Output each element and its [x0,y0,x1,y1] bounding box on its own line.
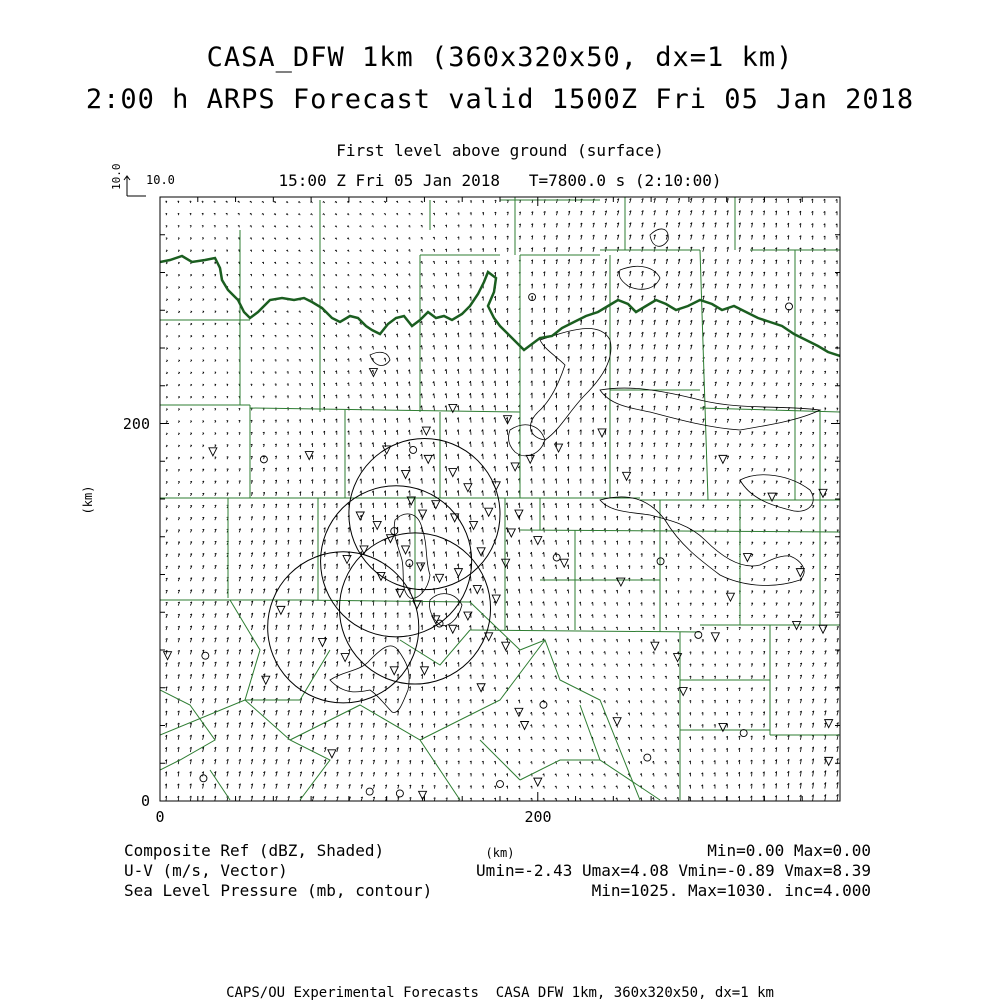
station-triangle-marker [515,510,523,518]
station-triangle-marker [511,463,519,471]
radar-ring [268,552,419,703]
station-triangle-marker [613,718,621,726]
station-triangle-marker [617,578,625,586]
station-circle-marker [540,701,547,708]
x-tick-label-0: 0 [155,808,165,826]
station-triangle-marker [477,684,485,692]
station-triangle-marker [521,722,529,730]
station-triangle-marker [209,448,217,456]
station-triangle-marker [502,559,510,567]
vector-scale-label-horizontal: 10.0 [146,173,175,187]
radar-coverage-rings [268,439,500,703]
plot-title-line2: 2:00 h ARPS Forecast valid 1500Z Fri 05 Jan 2018 [85,84,915,115]
plot-title-line1: CASA_DFW 1km (360x320x50, dx=1 km) [206,42,794,73]
station-triangle-marker [534,778,542,786]
station-circle-marker [366,788,373,795]
station-triangle-marker [477,548,485,556]
plot-subtitle-time: 15:00 Z Fri 05 Jan 2018 T=7800.0 s (2:10:00) [278,171,722,190]
legend-field2-name: U-V (m/s, Vector) [124,861,288,880]
legend-field2-stats: Umin=-2.43 Umax=4.08 Vmin=-0.89 Vmax=8.39 [476,861,871,880]
station-triangle-marker [449,469,457,477]
station-circle-marker [406,560,413,567]
station-triangle-marker [436,574,444,582]
station-triangle-marker [402,470,410,478]
station-triangle-marker [623,472,631,480]
station-circle-marker [740,730,747,737]
x-tick-label-200: 200 [524,808,552,826]
y-tick-label-0: 0 [140,792,150,810]
station-triangle-marker [422,427,430,435]
station-triangle-marker [726,593,734,601]
station-triangle-marker [164,652,172,660]
station-triangle-marker [420,667,428,675]
station-circle-marker [202,652,209,659]
vector-scale-reference [124,176,146,196]
station-triangle-marker [396,589,404,597]
y-axis-label: (km) [81,485,95,515]
station-triangle-marker [373,521,381,529]
station-triangle-marker [598,429,606,437]
legend-field1-stats: Min=0.00 Max=0.00 [707,841,871,860]
plot-subtitle-level: First level above ground (surface) [336,141,664,160]
station-triangle-marker [534,537,542,545]
vector-scale-label-vertical: 10.0 [110,163,123,190]
station-triangle-marker [473,586,481,594]
station-triangle-marker [555,444,563,452]
county-boundaries [160,197,840,800]
axis-ticks [160,197,840,801]
station-triangle-marker [424,455,432,463]
station-triangle-marker [277,606,285,614]
station-triangle-marker [485,508,493,516]
station-triangle-marker [502,642,510,650]
station-triangle-marker [432,501,440,509]
station-triangle-marker [507,529,515,537]
station-circle-marker [497,781,504,788]
legend-field1-name: Composite Ref (dBZ, Shaded) [124,841,385,860]
station-triangle-marker [526,455,534,463]
station-triangle-marker [719,455,727,463]
station-triangle-marker [343,555,351,563]
station-circle-marker [410,446,417,453]
map-frame [160,197,840,801]
station-triangle-marker [419,510,427,518]
station-circle-marker [200,775,207,782]
legend-field3-name: Sea Level Pressure (mb, contour) [124,881,433,900]
station-circle-marker [396,790,403,797]
station-triangle-marker [492,595,500,603]
station-triangle-marker [262,676,270,684]
state-border-red-river [160,256,840,356]
station-triangle-marker [328,750,336,758]
station-triangle-marker [743,554,751,562]
station-triangle-marker [417,563,425,571]
station-triangle-marker [341,654,349,662]
station-triangle-marker [651,642,659,650]
station-triangle-marker [449,625,457,633]
station-triangle-marker [402,546,410,554]
station-triangle-marker [390,667,398,675]
station-triangle-marker [454,569,462,577]
station-circle-marker [657,558,664,565]
y-tick-label-200: 200 [122,415,150,433]
station-circle-marker [644,754,651,761]
footer-credit: CAPS/OU Experimental Forecasts CASA DFW 1km, 360x320x50, dx=1 km [226,985,774,1001]
x-axis-label: (km) [485,846,515,860]
legend-field3-stats: Min=1025. Max=1030. inc=4.000 [591,881,871,900]
radar-ring [321,486,472,637]
